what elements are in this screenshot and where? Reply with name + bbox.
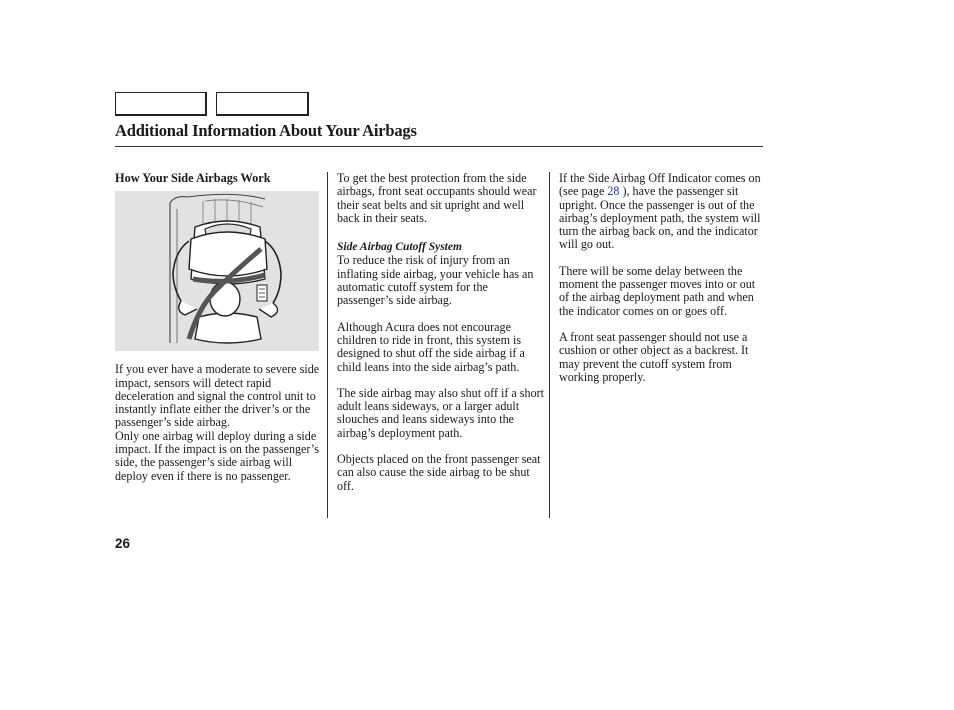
column-2: [337, 172, 545, 493]
column-3: [559, 172, 763, 384]
paragraph-text: ), have the passenger sit upright. Once the passenger is out of the airbag’s deployment path, the system will turn the airbag back on, and the indicator will go out.: [559, 184, 761, 252]
paragraph-text: If the Side Airbag Off Indicator comes on (see page: [559, 171, 761, 199]
subsection-heading: Side Airbag Cutoff System: [337, 241, 462, 254]
paragraph: There will be some delay between the moment the passenger moves into or out of the airbag deployment path and when the indicator comes on or goes off.: [559, 263, 756, 318]
paragraph: If you ever have a moderate to severe side impact, sensors will detect rapid deceleration and signal the control unit to instantly inflate either the driver’s or the passenger’s side airbag.: [115, 362, 320, 430]
column-divider-1: [327, 172, 328, 518]
column-divider-2: [549, 172, 550, 518]
paragraph: The side airbag may also shut off if a short adult leans sideways, or a larger adult slouches and leans sideways into the airbag’s deployment path.: [337, 385, 544, 440]
nav-button-1[interactable]: [115, 92, 207, 116]
paragraph: Only one airbag will deploy during a side impact. If the impact is on the passenger’s side, the passenger’s side airbag will deploy even if there is no passenger.: [115, 428, 319, 483]
column-1: [115, 172, 320, 483]
paragraph: To reduce the risk of injury from an inflating side airbag, your vehicle has an automatic cutoff system for the passenger’s side airbag.: [337, 253, 534, 308]
title-divider: [115, 146, 763, 147]
nav-button-2[interactable]: [216, 92, 309, 116]
paragraph: A front seat passenger should not use a cushion or other object as a backrest. It may prevent the cutoff system from working properly.: [559, 329, 749, 384]
paragraph: Objects placed on the front passenger seat can also cause the side airbag to be shut off.: [337, 452, 541, 493]
page-title: Additional Information About Your Airbags: [115, 121, 417, 140]
page-reference-link[interactable]: 28: [607, 184, 620, 199]
paragraph: To get the best protection from the side airbags, front seat occupants should wear their seat belts and sit upright and well back in their seats.: [337, 171, 537, 225]
section-heading: How Your Side Airbags Work: [115, 171, 271, 185]
seat-illustration: [115, 191, 319, 351]
seat-occupant-drawing: [115, 191, 319, 351]
paragraph: [559, 172, 763, 252]
paragraph: Although Acura does not encourage children to ride in front, this system is designed to shut off the side airbag if a child leans into the side airbag’s path.: [337, 319, 525, 374]
page-number: 26: [115, 536, 131, 551]
